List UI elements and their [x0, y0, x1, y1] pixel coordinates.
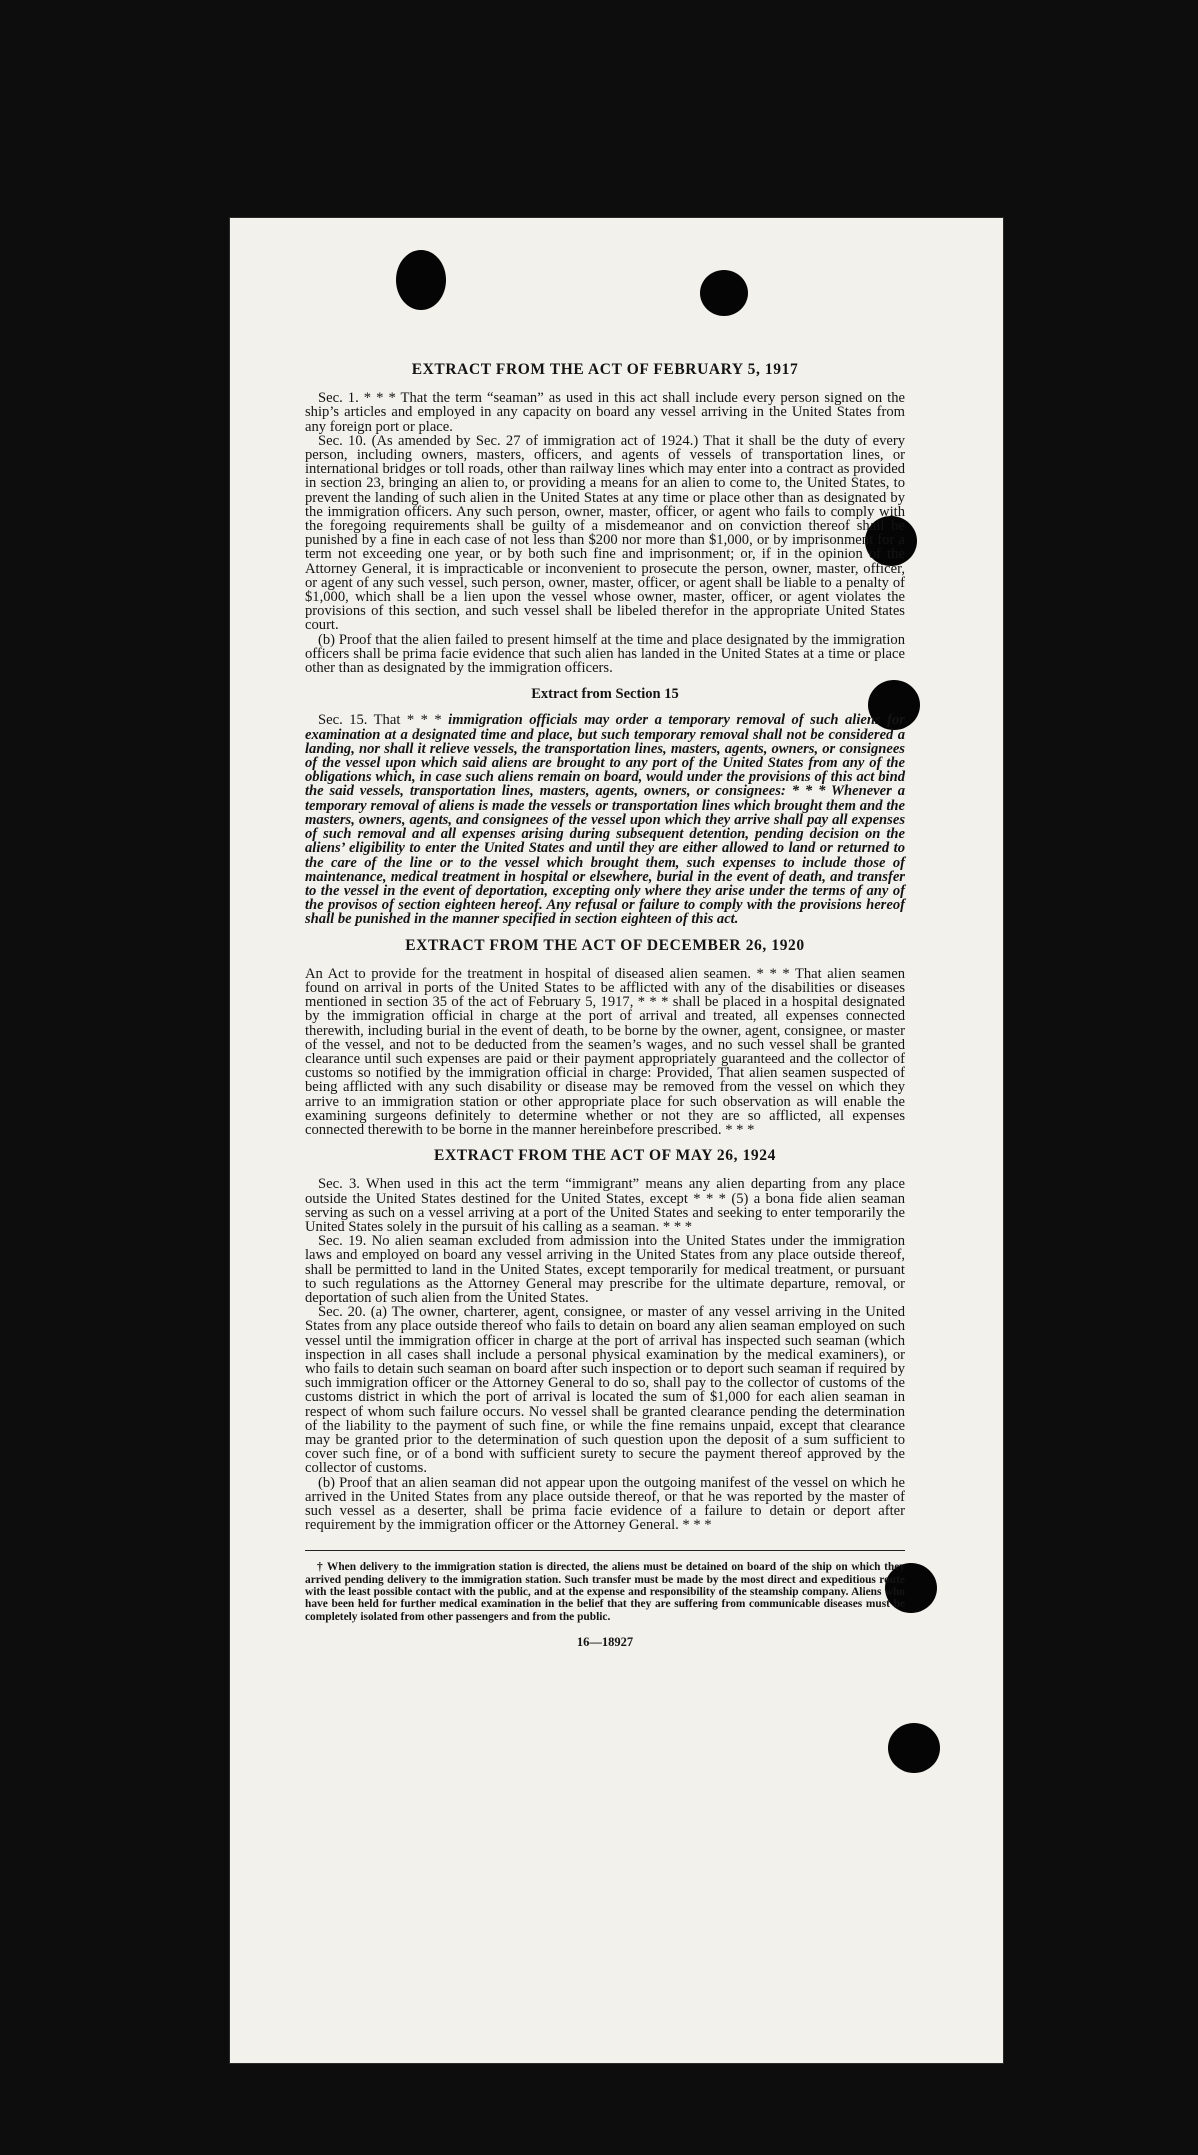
form-code: 16—18927 [576, 1634, 634, 1649]
heading-act-1920: EXTRACT FROM THE ACT OF DECEMBER 26, 1920 [405, 936, 805, 954]
section-15-body: immigration officials may order a temporary removal of such aliens for examination at a designated time and place, but such temporary removal shall not be considered a landing, nor shall it relieve vessels, the transportation lines, masters, agents, owners, or consignees of the vessel upon which said aliens are brought to any port of the United States from any of the obligations which, in case such aliens remain on board, would under the provisions of this act bind the said vessels, transportation lines, masters, agents, owners, or consignees: * * * Whenever a temporary removal of aliens is made the vessels or transportation lines which brought them and the masters, owners, agents, and consignees of the vessel upon which they arrive shall pay all expenses of such removal and all expenses arising during subsequent detention, pending decision on the aliens’ eligibility to enter the United States and until they are either allowed to land or returned to the care of the line or to the vessel which brought them, such expenses to include those of maintenance, medical treatment in hospital or elsewhere, burial in the event of death, and transfer to the vessel in the event of deportation, excepting only where they arise under the terms of any of the provisos of section eighteen hereof. Any refusal or failure to comply with the provisions hereof shall be punished in the manner specified in section eighteen of this act. [305, 712, 905, 928]
section-1: Sec. 1. * * * That the term “seaman” as used in this act shall include every person signed on the ship’s articles and employed in any capacity on board any vessel arriving in the United States from any foreign port or place. [305, 390, 905, 435]
punch-hole [888, 1723, 940, 1773]
heading-act-1917: EXTRACT FROM THE ACT OF FEBRUARY 5, 1917 [411, 361, 799, 378]
section-15-lead: Sec. 15. That * * * [318, 712, 449, 729]
act-1920-text: An Act to provide for the treatment in hospital of diseased alien seamen. * * * That alien seamen found on arrival in ports of the United States to be afflicted with any of the disabilities or diseases mentioned in section 35 of the act of February 5, 1917, * * * shall be placed in a hospital designated by the immigration official in charge at the port of arrival and treated, all expenses connected therewith, including burial in the event of death, to be borne by the owner, agent, consignee, or master of the vessel, and not to be deducted from the seamen’s wages, and no such vessel shall be granted clearance until such expenses are paid or their payment appropriately guaranteed and the collector of customs so notified by the immigration official in charge: Provided, That alien seamen suspected of being afflicted with any such disability or disease may be removed from the vessel on which they arrive to an immigration station or other appropriate place for such observation as will enable the examining surgeons definitely to determine whether or not they are so afflicted, all expenses connected therewith to be borne in the manner hereinbefore prescribed. * * * [305, 965, 905, 1138]
section-20-b: (b) Proof that an alien seaman did not appear upon the outgoing manifest of the vessel on which he arrived in the United States from any place outside thereof, or that he was reported by the master of such vessel as a deserter, shall be prima facie evidence of a failure to detain or deport after requirement by the immigration officer or the Attorney General. * * * [305, 1474, 905, 1534]
document-page [230, 218, 1003, 2063]
punch-hole [700, 270, 748, 316]
section-15 [305, 713, 905, 926]
section-10-b: (b) Proof that the alien failed to present himself at the time and place designated by the immigration officers shall be prima facie evidence that such alien has landed in the United States at a time or place other than as designated by the immigration officers. [305, 631, 905, 677]
footnote-divider [305, 1550, 905, 1551]
heading-act-1924: EXTRACT FROM THE ACT OF MAY 26, 1924 [434, 1147, 776, 1165]
section-10: Sec. 10. (As amended by Sec. 27 of immigration act of 1924.) That it shall be the duty of every person, including owners, masters, officers, and agents of vessels of transportation lines, or international bridges or toll roads, other than railway lines which may enter into a contract as provided in section 23, bringing an alien to, or providing a means for an alien to come to, the United States, to prevent the landing of such alien in the United States at any time or place other than as designated by the immigration officers. Any such person, owner, master, officer, or agent who fails to comply with the foregoing requirements shall be guilty of a misdemeanor and on conviction thereof shall be punished by a fine in each case of not less than $200 nor more than $1,000, or by imprisonment for a term not exceeding one year, or by both such fine and imprisonment; or, if in the opinion of the Attorney General, it is impracticable or inconvenient to prosecute the person, owner, master, officer, or agent of any such vessel, such person, owner, master, officer, or agent shall be liable to a penalty of $1,000, which shall be a lien upon the vessel whose owner, master, officer, or agent violates the provisions of this section, and such vessel shall be libeled therefor in the appropriate United States court. [305, 432, 905, 634]
section-19: Sec. 19. No alien seaman excluded from admission into the United States under the immigration laws and employed on board any vessel arriving in the United States from any place outside thereof, shall be permitted to land in the United States, except temporarily for medical treatment, or pursuant to such regulations as the Attorney General may prescribe for the ultimate departure, removal, or deportation of such alien from the United States. [305, 1233, 905, 1306]
section-20-a: Sec. 20. (a) The owner, charterer, agent, consignee, or master of any vessel arriving in the United States from any place outside thereof who fails to detain on board any alien seaman employed on such vessel until the immigration officer in charge at the port of arrival has inspected such seaman (which inspection in all cases shall include a personal physical examination by the medical examiners), or who fails to detain such seaman on board after such inspection or to deport such seaman if required by such immigration officer or the Attorney General to do so, shall pay to the collector of customs of the customs district in which the port of arrival is located the sum of $1,000 for each alien seaman in respect of whom such failure occurs. No vessel shall be granted clearance pending the determination of the liability to the payment of such fine, or while the fine remains unpaid, except that clearance may be granted prior to the determination of such question upon the deposit of a sum sufficient to cover such fine, or of a bond with sufficient surety to secure the payment thereof approved by the collector of customs. [305, 1304, 905, 1477]
section-3: Sec. 3. When used in this act the term “immigrant” means any alien departing from any place outside the United States destined for the United States, except * * * (5) a bona fide alien seaman serving as such on a vessel arriving at a port of the United States and seeking to enter temporarily the United States solely in the pursuit of his calling as a seaman. * * * [305, 1176, 905, 1235]
punch-hole [396, 250, 446, 310]
document-body [305, 363, 905, 1649]
footnote [305, 1561, 905, 1622]
footnote-text: † When delivery to the immigration station is directed, the aliens must be detained on board of the ship on which they arrived pending delivery to the immigration station. Such transfer must be made by the most direct and expeditious route with the least possible contact with the public, and at the expense and responsibility of the steamship company. Aliens who have been held for further medical examination in the belief that they are suffering from communicable diseases must be completely isolated from other passengers and from the public. [305, 1561, 905, 1623]
heading-section-15: Extract from Section 15 [531, 686, 679, 703]
